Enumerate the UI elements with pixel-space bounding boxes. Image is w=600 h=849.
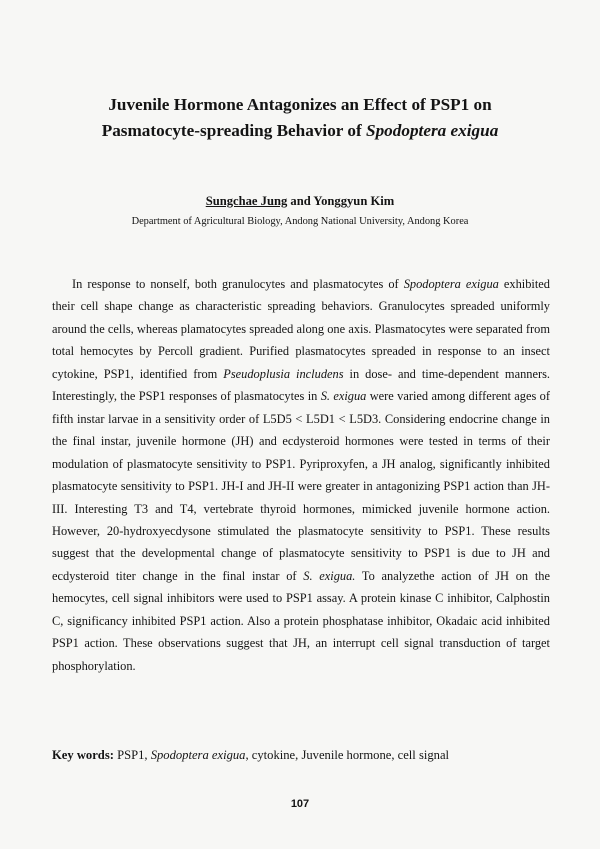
author-name: Yonggyun Kim	[313, 194, 395, 208]
page-number: 107	[290, 798, 310, 810]
abstract-text: To analyzethe action of JH on the hemocytes, cell signal inhibitors were used to PSP1 assay. A protein kinase C inhibitor, Calphostin C, significancy inhibited PSP1 action. Also a protein phosphatase inhibitor, Okadaic acid inhibited PSP1 action. These observations suggest that JH, an interrupt cell signal transduction of target phosphorylation.	[52, 568, 550, 673]
keywords-label: Key words:	[52, 748, 114, 762]
abstract-text: were varied among different ages of fifth instar larvae in a sensitivity order of L5D5 < L5D1 < L5D3. Considering endocrine change in the final instar, juvenile hormone (JH) and ecdysteroid hormones were tested in terms of their modulation of plasmatocyte sensitivity to PSP1. Pyriproxyfen, a JH analog, significantly inhibited plasmatocyte sensitivity to PSP1. JH-I and JH-II were greater in antagonizing PSP1 action than JH-III. Interesting T3 and T4, vertebrate thyroid hormones, mimicked juvenile hormone action. However, 20-hydroxyecdysone stimulated the plasmatocyte sensitivity to PSP1. These results suggest that the developmental change of plasmatocyte sensitivity to PSP1 is due to JH and ecdysteroid titer change in the final instar of	[52, 389, 550, 583]
title-species-name: Spodoptera exigua	[366, 121, 499, 140]
abstract	[52, 273, 550, 677]
title-line-1: Juvenile Hormone Antagonizes an Effect of PSP1 on	[108, 95, 492, 114]
keyword-species: Spodoptera exigua	[150, 748, 246, 762]
keywords	[52, 745, 552, 765]
species-name: Spodoptera exigua	[403, 277, 499, 291]
abstract-text: In response to nonself, both granulocytes and plasmatocytes of	[72, 277, 404, 291]
species-name: Pseudoplusia includens	[223, 366, 344, 381]
paper-title	[40, 92, 560, 144]
species-name: S. exigua.	[303, 568, 356, 583]
title-line-2-text: Pasmatocyte-spreading Behavior of	[101, 121, 367, 140]
affiliation: Department of Agricultural Biology, Andong National University, Andong Korea	[131, 216, 469, 227]
species-name: S. exigua	[320, 389, 367, 404]
abstract-text: exhibited their cell shape change as characteristic spreading behaviors. Granulocytes spreaded uniformly around the cells, whereas plamatocytes spreaded along one axis. Plasmatocytes were separated from total hemocytes by Percoll gradient. Purified plasmatocytes spreaded in response to an insect cytokine, PSP1, identified from	[52, 277, 550, 381]
author-name: Sungchae Jung	[205, 194, 288, 208]
keyword-text: , cytokine, Juvenile hormone, cell signal	[245, 748, 450, 762]
abstract-paragraph	[52, 273, 550, 677]
title-line-2	[40, 118, 560, 144]
author-list	[0, 194, 600, 209]
keyword-text: PSP1,	[113, 748, 151, 762]
author-connector: and	[287, 194, 314, 208]
abstract-text: in dose- and time-dependent manners. Interestingly, the PSP1 responses of plasmatocytes in	[52, 366, 551, 404]
